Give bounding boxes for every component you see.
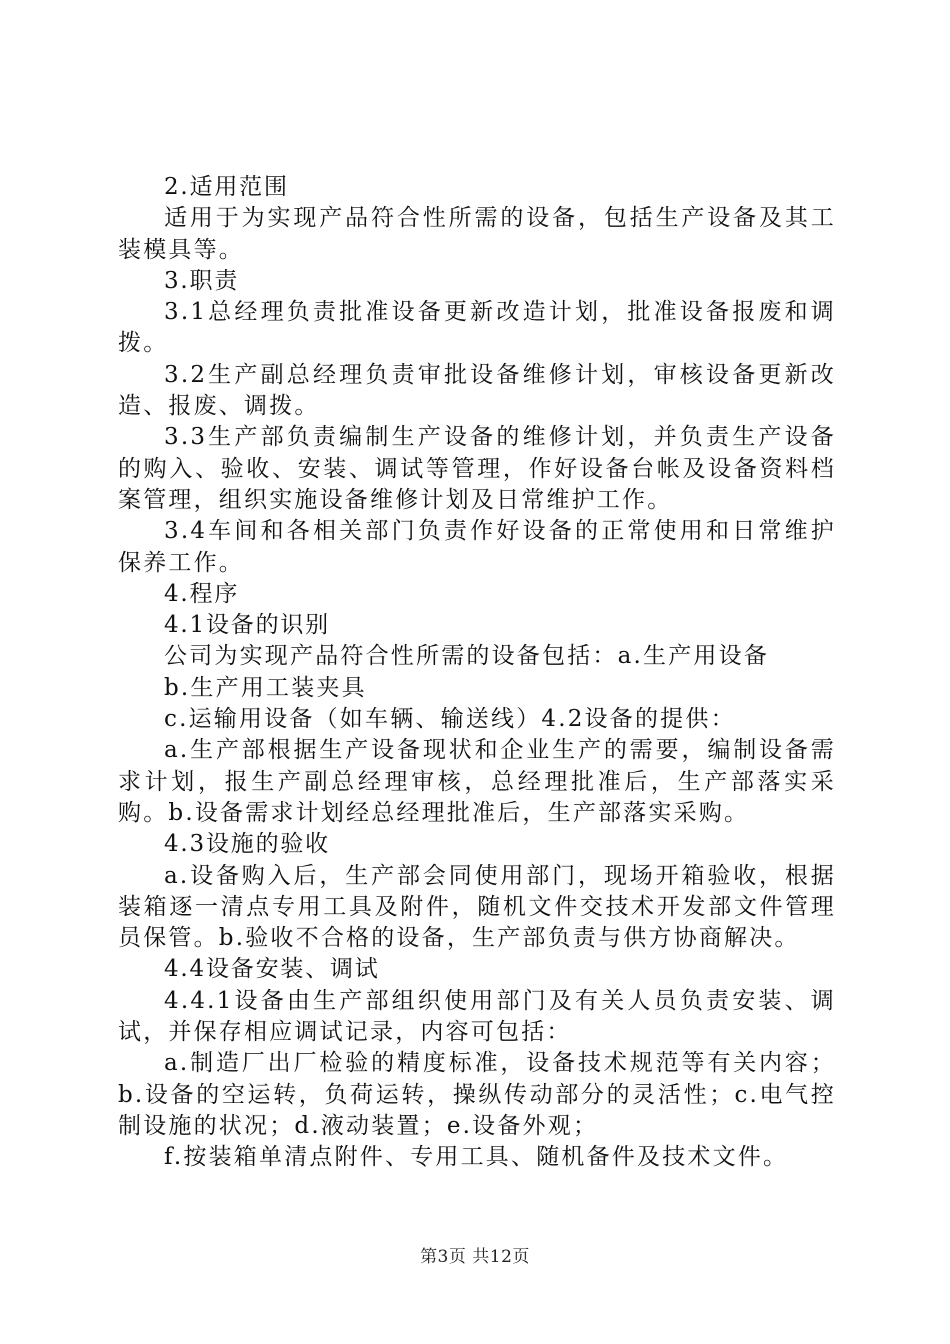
paragraph-3-3: 3.3生产部负责编制生产设备的维修计划，并负责生产设备的购入、验收、安装、调试等管理，作好设备台帐及设备资料档案管理，组织实施设备维修计划及日常维护工作。: [118, 424, 836, 513]
section-heading-scope: 2.适用范围: [164, 174, 289, 200]
paragraph-4-2-a: a.生产部根据生产设备现状和企业生产的需要，编制设备需求计划，报生产副总经理审核，总经理批准后，生产部落实采购。b.设备需求计划经总经理批准后，生产部落实采购。: [118, 737, 836, 826]
section-heading-responsibilities: 3.职责: [164, 267, 240, 294]
subsection-heading-4-4: 4.4设备安装、调试: [164, 956, 380, 983]
subsection-heading-4-3: 4.3设施的验收: [164, 831, 330, 858]
paragraph-4-1-b: b.生产用工装夹具: [164, 674, 367, 701]
paragraph-4-4-1-f: f.按装箱单清点附件、专用工具、随机备件及技术文件。: [164, 1144, 789, 1171]
page-number-footer: 第3页 共12页: [420, 1247, 530, 1267]
paragraph-4-4-1-items: a.制造厂出厂检验的精度标准，设备技术规范等有关内容；b.设备的空运转，负荷运转，操纵传动部分的灵活性；c.电气控制设施的状况；d.液动装置；e.设备外观；: [118, 1050, 836, 1139]
paragraph-4-3-a: a.设备购入后，生产部会同使用部门，现场开箱验收，根据装箱逐一清点专用工具及附件，随机文件交技术开发部文件管理员保管。b.验收不合格的设备，生产部负责与供方协商解决。: [118, 862, 836, 952]
paragraph-3-2: 3.2生产副总经理负责审批设备维修计划，审核设备更新改造、报废、调拨。: [118, 361, 836, 420]
paragraph-4-4-1: 4.4.1设备由生产部组织使用部门及有关人员负责安装、调试，并保存相应调试记录，内容可包括：: [118, 987, 836, 1046]
document-body: [118, 172, 836, 1174]
section-heading-procedure: 4.程序: [164, 580, 240, 607]
paragraph-scope-text: 适用于为实现产品符合性所需的设备，包括生产设备及其工装模具等。: [118, 205, 836, 263]
paragraph-4-1-c: c.运输用设备（如车辆、输送线）4.2设备的提供：: [164, 706, 736, 733]
paragraph-4-1-text: 公司为实现产品符合性所需的设备包括：a.生产用设备: [164, 643, 770, 670]
paragraph-3-4: 3.4车间和各相关部门负责作好设备的正常使用和日常维护保养工作。: [118, 518, 836, 576]
subsection-heading-4-1: 4.1设备的识别: [164, 612, 330, 639]
paragraph-3-1: 3.1总经理负责批准设备更新改造计划，批准设备报废和调拨。: [118, 299, 836, 357]
